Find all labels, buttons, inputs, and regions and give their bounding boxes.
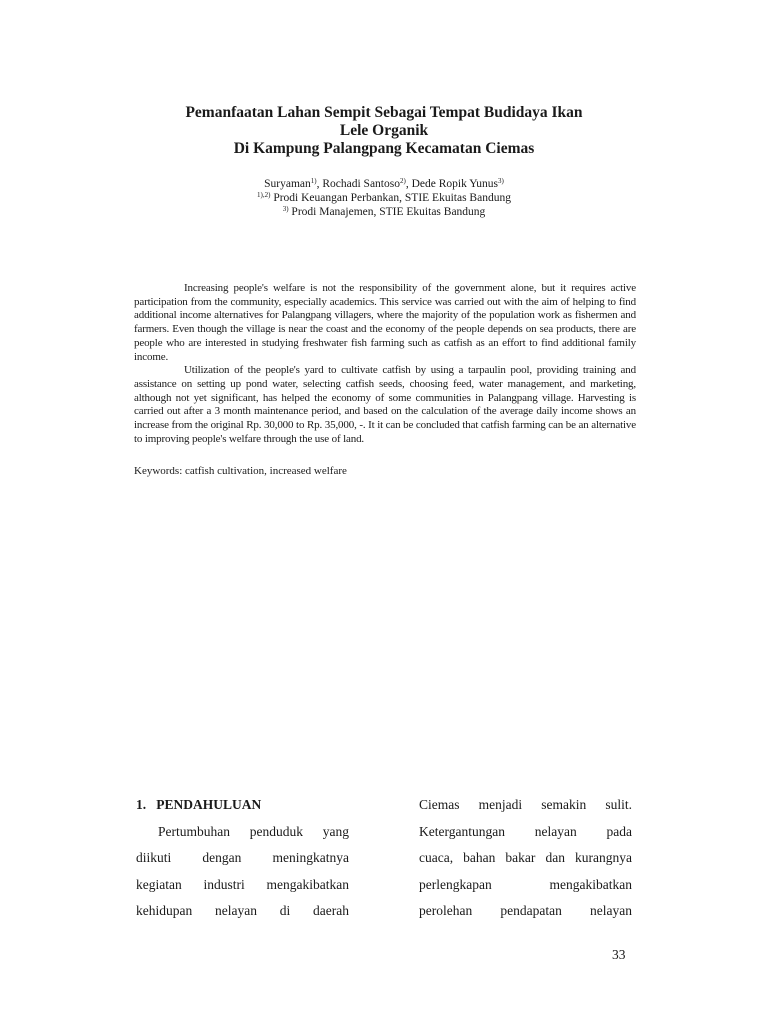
body-word: daerah	[313, 903, 349, 918]
body-word: bahan	[463, 850, 496, 865]
body-word: mengakibatkan	[549, 876, 632, 892]
body-word: perlengkapan	[419, 876, 492, 892]
abstract-paragraph-1: Increasing people's welfare is not the responsibility of the government alone, but it requires active participation from the community, especially academics. This service was carried out with the aim of helping to find additional income alternatives for Palangpang villagers, where the majority of the population work as fishermen and farmers. Even though the village is near the coast and the economy of the people depends on sea products, there are people who are interested in studying freshwater fish farming such as catfish as an effort to find additional family income.	[134, 282, 636, 363]
body-text-line	[136, 819, 349, 846]
body-word: mengakibatkan	[266, 876, 349, 892]
body-word: Pertumbuhan	[158, 823, 230, 839]
title-line-2: Lele Organik	[339, 122, 429, 139]
body-word: dengan	[202, 850, 242, 865]
body-word: cuaca,	[419, 850, 454, 865]
body-text-line	[419, 819, 632, 846]
body-word: sulit.	[605, 797, 632, 812]
body-word: penduduk	[249, 823, 303, 839]
body-text-line	[419, 872, 632, 899]
body-text-line	[419, 845, 632, 872]
body-word: yang	[322, 823, 349, 839]
affiliation-marker: 3)	[282, 205, 289, 213]
body-word: nelayan	[590, 903, 632, 918]
body-column-right	[419, 792, 632, 925]
body-word: diikuti	[136, 850, 172, 865]
author-names: Suryaman$^{1)}$, Rochadi Santoso$^{2)}$, Dede Ropik Yunus$^{3)}$	[264, 177, 504, 190]
body-word: Ciemas	[419, 797, 460, 812]
title-line-3: Di Kampung Palangpang Kecamatan Ciemas	[233, 140, 535, 157]
author-block	[134, 177, 634, 219]
body-word: pendapatan	[500, 903, 562, 918]
body-word: di	[279, 903, 291, 918]
author-marker: 3)	[498, 177, 504, 185]
page-number: 33	[612, 947, 626, 962]
body-word: menjadi	[478, 797, 523, 812]
affiliation-marker: 1),2)	[257, 191, 271, 199]
affiliation-text: Prodi Keuangan Perbankan, STIE Ekuitas Bandung	[273, 192, 511, 204]
body-word: perolehan	[419, 903, 473, 918]
paper-title	[134, 104, 634, 158]
body-word: dan	[545, 850, 565, 865]
body-word: industri	[203, 876, 245, 892]
body-text-line	[419, 898, 632, 925]
body-word: semakin	[541, 797, 587, 812]
title-line-1: Pemanfaatan Lahan Sempit Sebagai Tempat Budidaya Ikan	[185, 104, 583, 121]
author-name: Rochadi Santoso	[322, 178, 400, 190]
affiliation-text: Prodi Manajemen, STIE Ekuitas Bandung	[291, 206, 486, 218]
body-word: nelayan	[534, 823, 577, 839]
abstract-paragraph-2: Utilization of the people's yard to cultivate catfish by using a tarpaulin pool, providing training and assistance on setting up pond water, selecting catfish seeds, choosing feed, water management, and marketing, although not yet significant, has helped the economy of some communities in Palangpang village. Harvesting is carried out after a 3 month maintenance period, and based on the calculation of the average daily income shows an increase from the original Rp. 30,000 to Rp. 35,000, -. It it can be concluded that catfish farming can be an alternative to improving people's welfare through the use of land.	[134, 364, 636, 445]
body-word: kehidupan	[136, 903, 193, 918]
abstract	[134, 282, 636, 446]
body-word: pada	[606, 823, 632, 839]
author-marker: 2)	[399, 177, 406, 185]
body-word: bakar	[505, 850, 536, 865]
body-word: meningkatnya	[272, 850, 349, 865]
body-word: kurangnya	[575, 850, 632, 865]
body-word: kegiatan	[136, 876, 182, 892]
body-word: nelayan	[215, 903, 257, 918]
body-column-left	[136, 792, 349, 925]
affiliation-1	[134, 191, 634, 205]
body-text-line	[419, 792, 632, 819]
body-text-line	[136, 872, 349, 899]
author-marker: 1)	[310, 177, 317, 185]
body-text-line	[136, 845, 349, 872]
author-name: Suryaman	[264, 178, 311, 190]
affiliation-2	[134, 205, 634, 219]
body-text-line	[136, 898, 349, 925]
section-heading: 1. PENDAHULUAN	[136, 797, 262, 812]
author-name: Dede Ropik Yunus	[411, 178, 499, 190]
body-word: Ketergantungan	[419, 823, 505, 839]
keywords: Keywords: catfish cultivation, increased welfare	[134, 465, 347, 477]
